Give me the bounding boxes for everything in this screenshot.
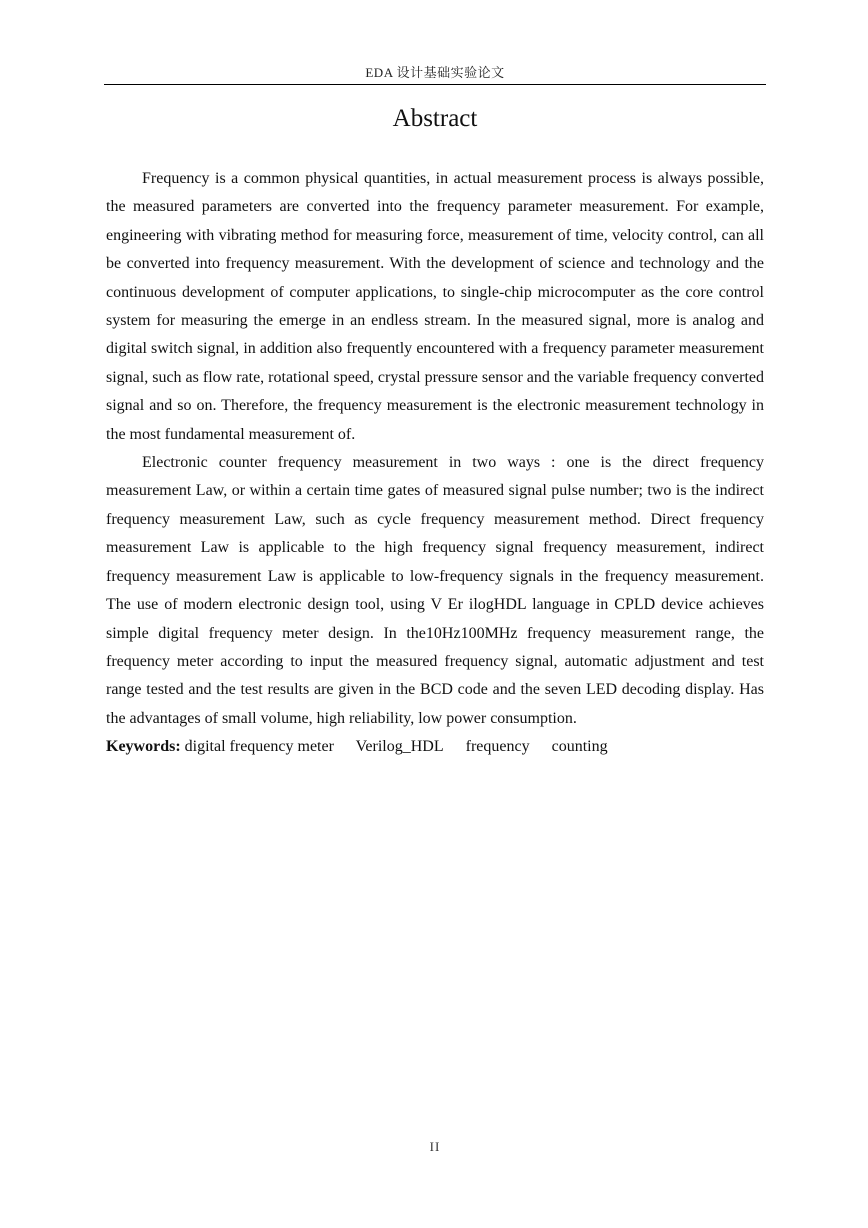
keyword-item: digital frequency meter	[184, 738, 334, 756]
page-number: II	[429, 1139, 441, 1154]
abstract-body	[106, 165, 764, 762]
header-rule	[104, 84, 766, 85]
keywords-label: Keywords:	[106, 738, 181, 756]
keyword-item: Verilog_HDL	[355, 738, 444, 756]
keywords-line	[106, 733, 764, 761]
running-header: EDA 设计基础实验论文	[365, 65, 505, 80]
keyword-item: counting	[551, 738, 608, 756]
keyword-item: frequency	[465, 738, 530, 756]
abstract-paragraph-1: Frequency is a common physical quantities, in actual measurement process is always possible, the measured parameters are converted into the frequency parameter measurement. For example, engineering with vibrating method for measuring force, measurement of time, velocity control, can all be converted into frequency measurement. With the development of science and technology and the continuous development of computer applications, to single-chip microcomputer as the core control system for measuring the emerge in an endless stream. In the measured signal, more is analog and digital switch signal, in addition also frequently encountered with a frequency parameter measurement signal, such as flow rate, rotational speed, crystal pressure sensor and the variable frequency converted signal and so on. Therefore, the frequency measurement is the electronic measurement technology in the most fundamental measurement of.	[106, 170, 764, 443]
abstract-title: Abstract	[392, 105, 478, 132]
abstract-paragraph-2: Electronic counter frequency measurement in two ways : one is the direct frequency measurement Law, or within a certain time gates of measured signal pulse number; two is the indirect frequency measurement Law, such as cycle frequency measurement method. Direct frequency measurement Law is applicable to the high frequency signal frequency measurement, indirect frequency measurement Law is applicable to low-frequency signals in the frequency measurement. The use of modern electronic design tool, using V Er ilogHDL language in CPLD device achieves simple digital frequency meter design. In the10Hz100MHz frequency measurement range, the frequency meter according to input the measured frequency signal, automatic adjustment and test range tested and the test results are given in the BCD code and the seven LED decoding display. Has the advantages of small volume, high reliability, low power consumption.	[106, 454, 764, 727]
